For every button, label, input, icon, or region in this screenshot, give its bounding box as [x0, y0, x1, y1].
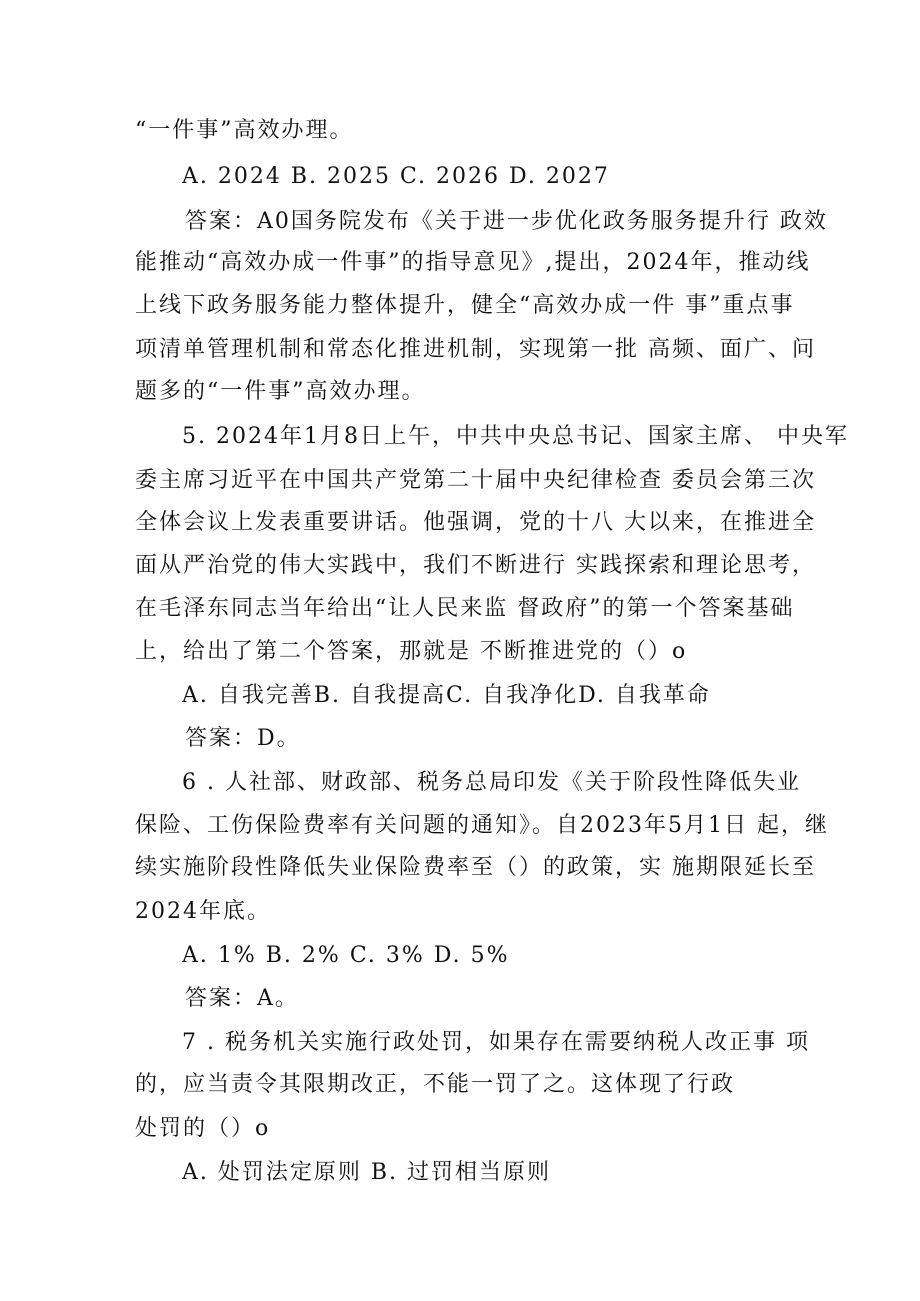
text-line: 处罚的（）o	[135, 1116, 271, 1141]
text-line: 保险、工伤保险费率有关问题的通知》。自2023年5月1日 起，继	[135, 813, 829, 838]
text-line: 上线下政务服务能力整体提升，健全“高效办成一件 事”重点事	[135, 293, 795, 318]
text-line: 项清单管理机制和常态化推进机制，实现第一批 高频、面广、问	[135, 337, 816, 362]
text-line: “一件事”高效办理。	[135, 118, 354, 143]
text-line: 2024年底。	[135, 899, 271, 924]
option-line: A. 处罚法定原则 B. 过罚相当原则	[182, 1160, 552, 1185]
text-line: 的，应当责令其限期改正，不能一罚了之。这体现了行政	[135, 1072, 736, 1097]
answer-line: 答案：A。	[185, 986, 299, 1011]
question-line: 6 . 人社部、财政部、税务总局印发《关于阶段性降低失业	[182, 770, 801, 795]
question-line: 5. 2024年1月8日上午，中共中央总书记、国家主席、 中央军	[182, 424, 849, 449]
question-line: 7 . 税务机关实施行政处罚，如果存在需要纳税人改正事 项	[182, 1030, 810, 1055]
option-line: A. 1% B. 2% C. 3% D. 5%	[182, 943, 510, 968]
answer-line: 答案：A0国务院发布《关于进一步优化政务服务提升行 政效	[185, 209, 828, 234]
text-line: 续实施阶段性降低失业保险费率至（）的政策，实 施期限延长至	[135, 855, 816, 880]
text-line: 在毛泽东同志当年给出“让人民来监 督政府”的第一个答案基础	[135, 596, 795, 621]
text-line: 题多的“一件事”高效办理。	[135, 379, 426, 404]
option-line: A. 自我完善B. 自我提高C. 自我净化D. 自我革命	[182, 683, 711, 708]
text-line: 委主席习近平在中国共产党第二十届中央纪律检查 委员会第三次	[135, 468, 816, 493]
text-line: 面从严治党的伟大实践中，我们不断进行 实践探索和理论思考，	[135, 553, 816, 578]
text-line: 全体会议上发表重要讲话。他强调，党的十八 大以来，在推进全	[135, 510, 816, 535]
answer-line: 答案：D。	[185, 726, 301, 751]
text-line: 上，给出了第二个答案，那就是 不断推进党的（）o	[135, 639, 688, 664]
text-line: 能推动“高效办成一件事”的指导意见》,提出，2024年，推动线	[135, 250, 811, 275]
option-line: A. 2024 B. 2025 C. 2026 D. 2027	[182, 164, 610, 189]
